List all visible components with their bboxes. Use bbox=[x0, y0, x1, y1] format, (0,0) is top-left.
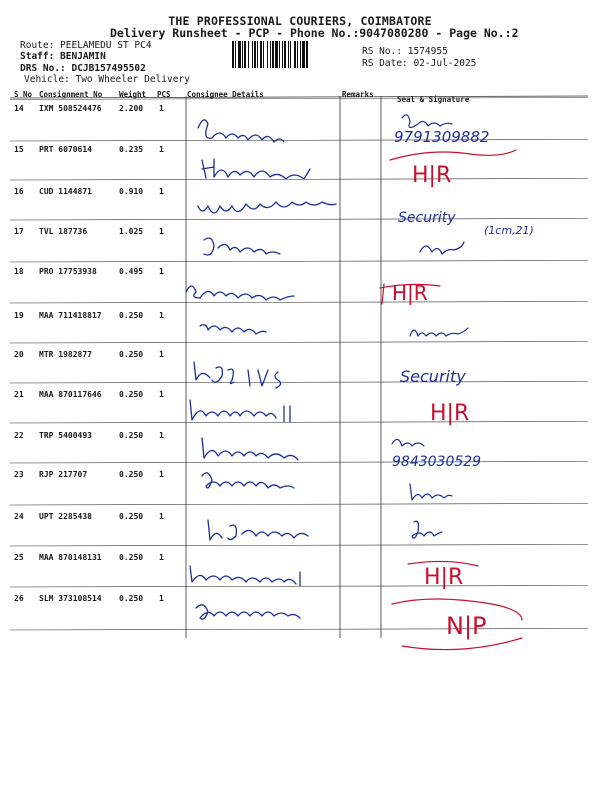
sno-cell: 24 bbox=[14, 512, 24, 521]
pcs-cell: 1 bbox=[159, 390, 164, 399]
receiver-phone: 9791309882 bbox=[394, 128, 490, 146]
pcs-cell: 1 bbox=[159, 350, 164, 359]
consignee-signature bbox=[196, 605, 300, 619]
consignment-cell: TVL 187736 bbox=[39, 227, 88, 236]
consignee-signature bbox=[198, 120, 284, 142]
consignee-signature bbox=[186, 286, 294, 300]
col-header-pcs: PCS bbox=[157, 90, 171, 99]
consignment-cell: RJP 217707 bbox=[39, 470, 88, 479]
consignment-cell: PRO 17753938 bbox=[39, 267, 97, 276]
weight-cell: 1.025 bbox=[119, 227, 144, 236]
sno-cell: 22 bbox=[14, 431, 24, 440]
receiver-signature bbox=[410, 484, 452, 500]
runsheet-subtitle: Delivery Runsheet - PCP - Phone No.:9047080280 - Page No.:2 bbox=[110, 26, 519, 40]
col-header-seal: Seal & Signature bbox=[397, 95, 470, 104]
sno-cell: 18 bbox=[14, 267, 24, 276]
consignee-signature bbox=[198, 202, 336, 213]
pcs-cell: 1 bbox=[159, 512, 164, 521]
pcs-cell: 1 bbox=[159, 470, 164, 479]
weight-cell: 0.250 bbox=[119, 512, 144, 521]
receiver-signature bbox=[392, 439, 424, 446]
receiver-signature bbox=[410, 328, 468, 336]
consignment-cell: TRP 5400493 bbox=[39, 431, 92, 440]
consignee-signature bbox=[202, 159, 310, 179]
sno-cell: 23 bbox=[14, 470, 24, 479]
vehicle-label: Vehicle: Two Wheeler Delivery bbox=[24, 74, 190, 85]
remark-np: N|P bbox=[446, 612, 487, 640]
sno-cell: 14 bbox=[14, 104, 24, 113]
remark-hr: H|R bbox=[392, 281, 428, 305]
receiver-signature bbox=[420, 242, 464, 254]
weight-cell: 0.250 bbox=[119, 350, 144, 359]
sno-cell: 21 bbox=[14, 390, 24, 399]
weight-cell: 0.250 bbox=[119, 390, 144, 399]
company-title: THE PROFESSIONAL COURIERS, COIMBATORE bbox=[168, 14, 432, 28]
receiver-note: (1cm,21) bbox=[484, 224, 534, 237]
receiver-signature bbox=[412, 521, 442, 538]
weight-cell: 2.200 bbox=[119, 104, 144, 113]
consignment-cell: MAA 711418817 bbox=[39, 311, 102, 320]
consignment-cell: SLM 373108514 bbox=[39, 594, 102, 603]
pcs-cell: 1 bbox=[159, 267, 164, 276]
pcs-cell: 1 bbox=[159, 187, 164, 196]
remark-hr: H|R bbox=[424, 565, 464, 590]
rs-date: RS Date: 02-Jul-2025 bbox=[362, 58, 477, 69]
consignment-cell: PRT 6070614 bbox=[39, 145, 92, 154]
staff-label: Staff: BENJAMIN bbox=[20, 51, 106, 62]
consignee-signature bbox=[202, 473, 294, 488]
weight-cell: 0.250 bbox=[119, 594, 144, 603]
sno-cell: 16 bbox=[14, 187, 24, 196]
consignment-cell: CUD 1144871 bbox=[39, 187, 92, 196]
sno-cell: 17 bbox=[14, 227, 24, 236]
col-header-consignee: Consignee Details bbox=[187, 90, 264, 99]
pcs-cell: 1 bbox=[159, 594, 164, 603]
pcs-cell: 1 bbox=[159, 553, 164, 562]
weight-cell: 0.910 bbox=[119, 187, 144, 196]
sno-cell: 25 bbox=[14, 553, 24, 562]
weight-cell: 0.250 bbox=[119, 431, 144, 440]
weight-cell: 0.235 bbox=[119, 145, 144, 154]
sno-cell: 26 bbox=[14, 594, 24, 603]
col-header-remarks: Remarks bbox=[342, 90, 374, 99]
sno-cell: 20 bbox=[14, 350, 24, 359]
consignment-cell: MTR 1982877 bbox=[39, 350, 92, 359]
consignment-cell: MAA 870117646 bbox=[39, 390, 102, 399]
sno-cell: 19 bbox=[14, 311, 24, 320]
consignee-signature bbox=[202, 438, 298, 460]
weight-cell: 0.495 bbox=[119, 267, 144, 276]
pcs-cell: 1 bbox=[159, 227, 164, 236]
consignee-signature bbox=[204, 238, 280, 255]
pcs-cell: 1 bbox=[159, 431, 164, 440]
receiver-phone: 9843030529 bbox=[392, 454, 482, 470]
col-header-weight: Weight bbox=[119, 90, 147, 99]
col-header-consignment: Consignment No bbox=[39, 90, 103, 99]
weight-cell: 0.250 bbox=[119, 470, 144, 479]
receiver-security: Security bbox=[398, 210, 456, 226]
rs-number: RS No.: 1574955 bbox=[362, 46, 448, 57]
consignment-cell: IXM 508524476 bbox=[39, 104, 102, 113]
consignee-signature bbox=[190, 566, 300, 586]
remark-hr: H|R bbox=[412, 163, 452, 188]
remark-underline bbox=[390, 150, 516, 160]
consignee-signature bbox=[190, 400, 290, 422]
remark-hr: H|R bbox=[430, 401, 470, 426]
weight-cell: 0.250 bbox=[119, 311, 144, 320]
pcs-cell: 1 bbox=[159, 104, 164, 113]
pcs-cell: 1 bbox=[159, 145, 164, 154]
receiver-signature bbox=[402, 115, 452, 128]
consignee-signature bbox=[194, 362, 281, 388]
weight-cell: 0.250 bbox=[119, 553, 144, 562]
consignee-signature bbox=[208, 520, 308, 540]
drs-number: DRS No.: DCJB157495502 bbox=[20, 63, 146, 74]
receiver-security: Security bbox=[400, 367, 466, 386]
route-label: Route: PEELAMEDU ST PC4 bbox=[20, 40, 152, 51]
col-header-sno: S No bbox=[14, 90, 33, 99]
consignee-signature bbox=[200, 325, 266, 334]
consignment-cell: UPT 2285438 bbox=[39, 512, 92, 521]
consignment-cell: MAA 870148131 bbox=[39, 553, 102, 562]
pcs-cell: 1 bbox=[159, 311, 164, 320]
sno-cell: 15 bbox=[14, 145, 24, 154]
